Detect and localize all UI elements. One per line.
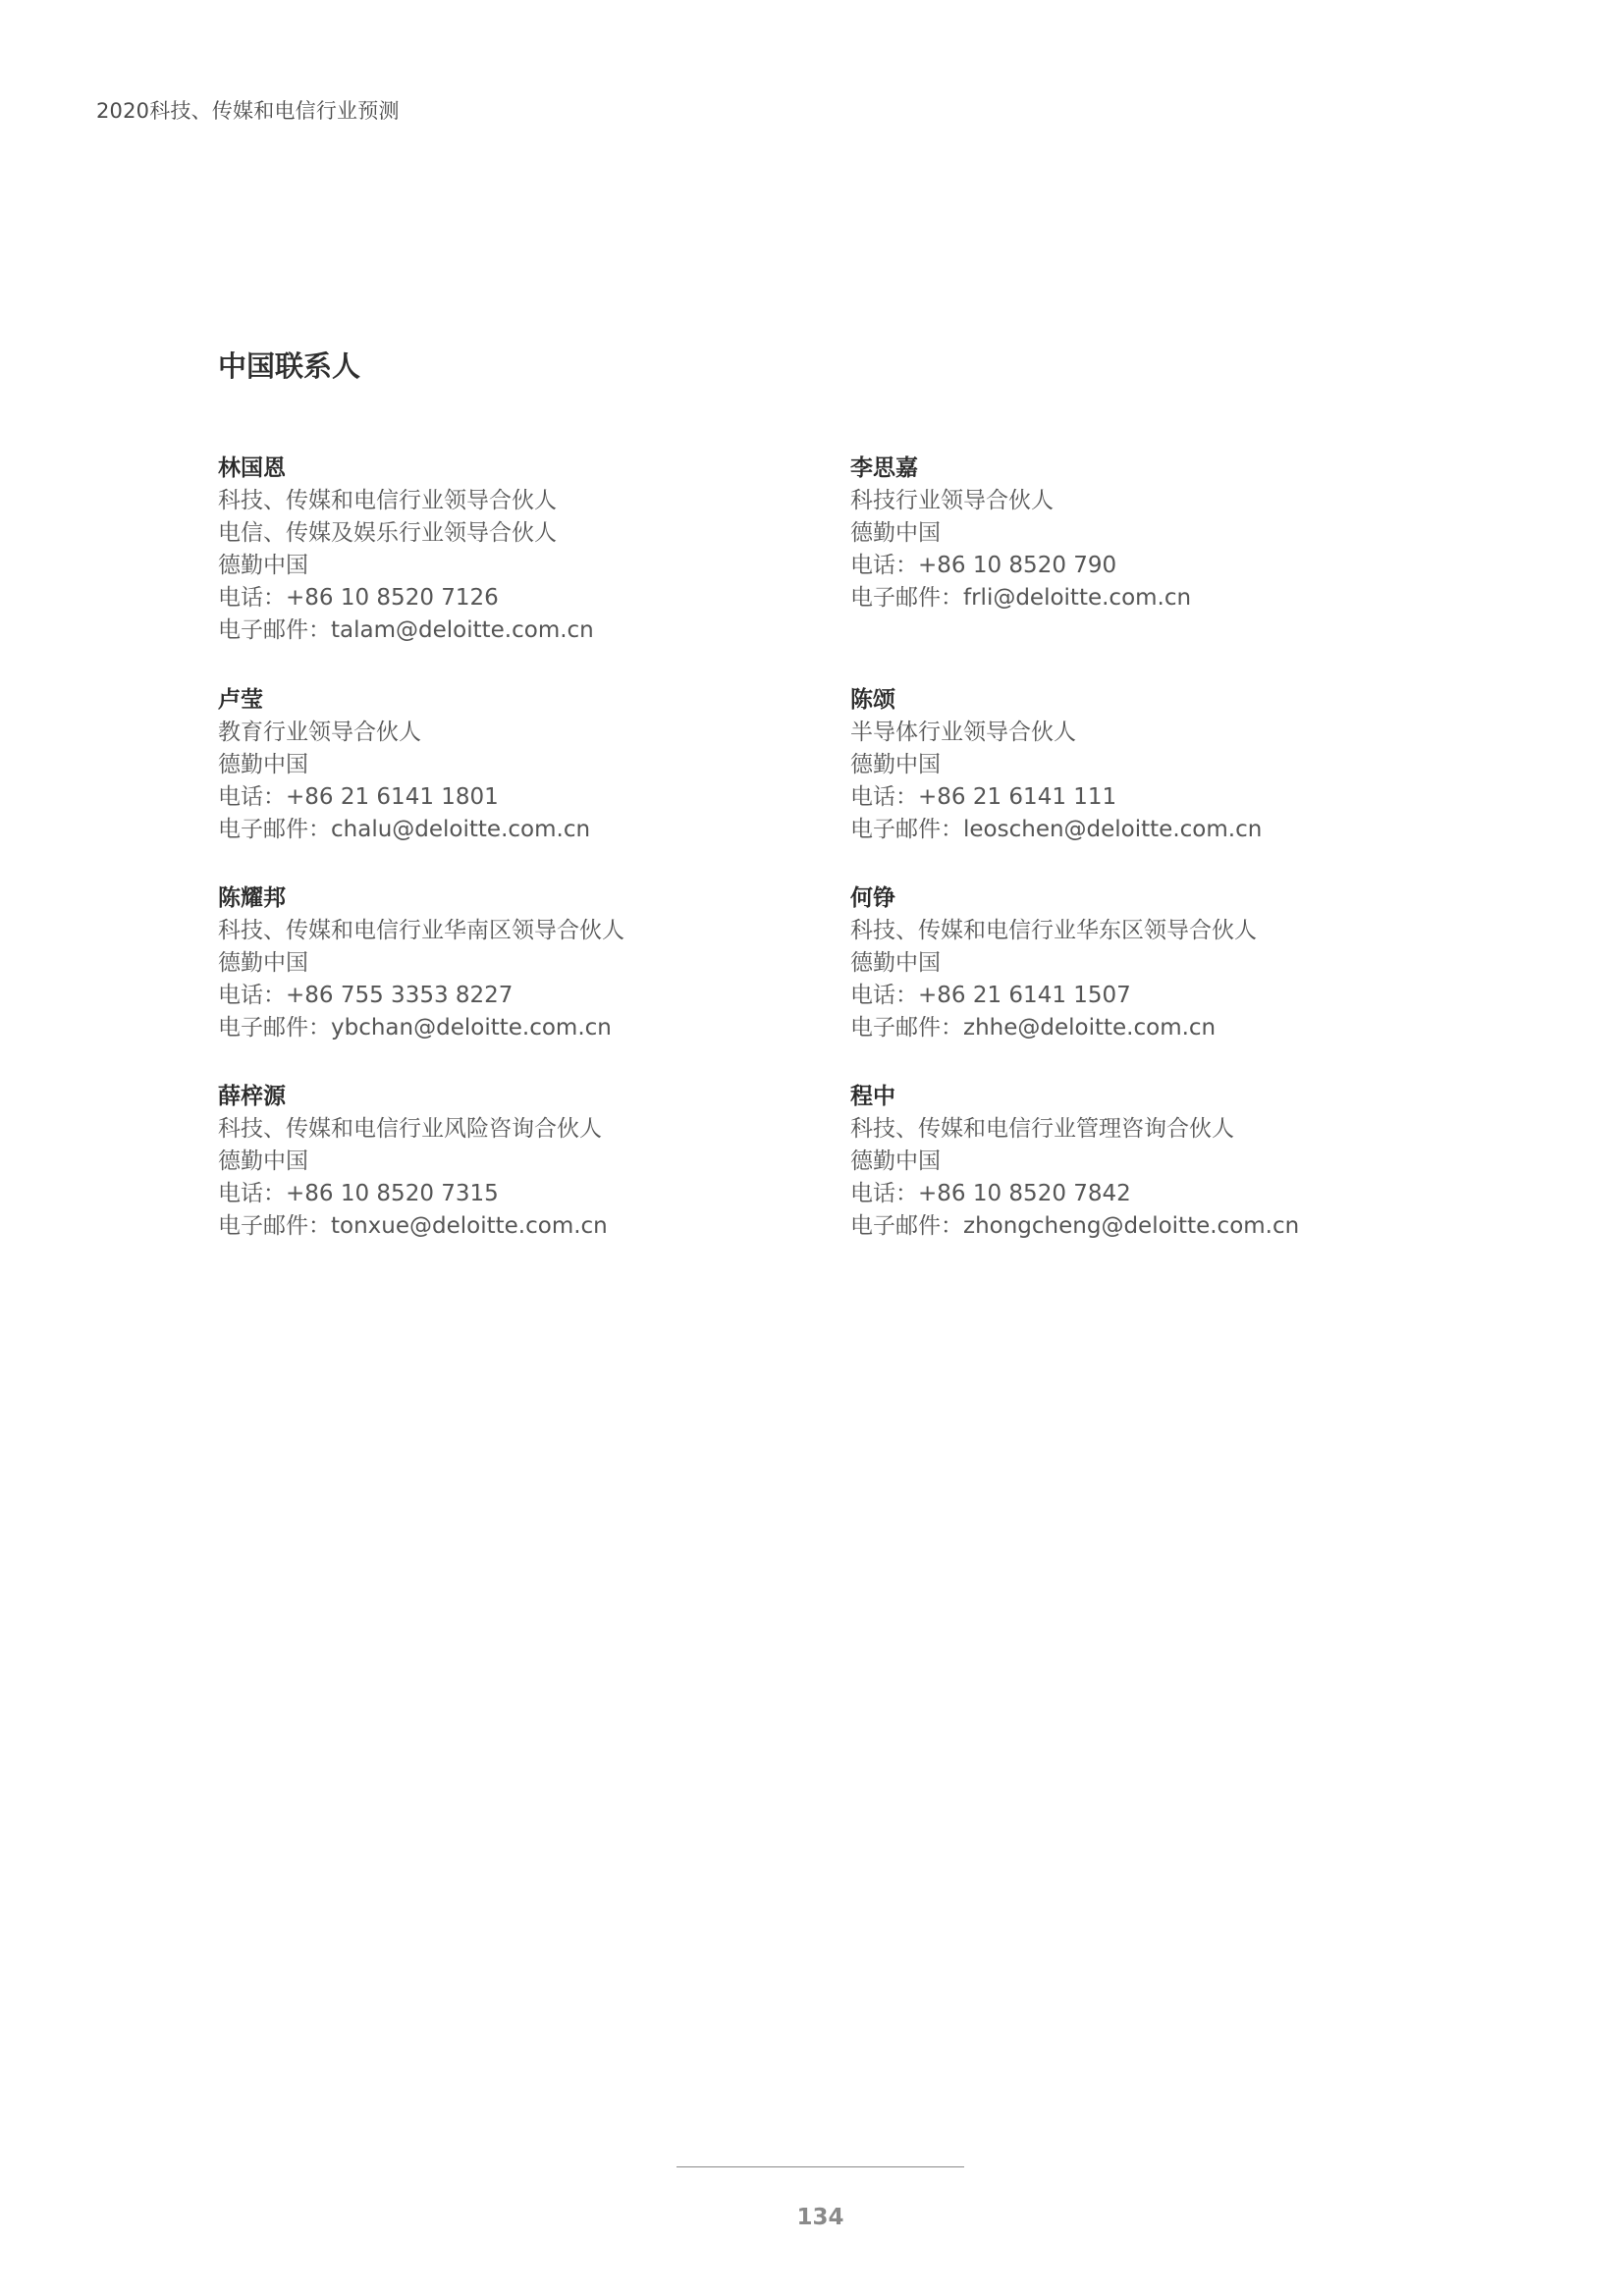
contact-card [218,453,827,647]
contact-email[interactable]: 电子邮件：ybchan@deloitte.com.cn [218,1015,612,1041]
contact-email[interactable]: 电子邮件：zhongcheng@deloitte.com.cn [850,1213,1300,1239]
contact-company: 德勤中国 [850,752,941,777]
contact-role: 科技行业领导合伙人 [850,488,1054,513]
contact-phone: 电话：+86 21 6141 1507 [850,983,1131,1008]
contact-role: 科技、传媒和电信行业华南区领导合伙人 [218,918,624,943]
contact-card [850,453,1459,614]
contact-role: 电信、传媒及娱乐行业领导合伙人 [218,520,557,546]
contact-email[interactable]: 电子邮件：zhhe@deloitte.com.cn [850,1015,1217,1041]
page-number: 134 [796,2205,844,2230]
contact-name: 林国恩 [218,455,286,481]
contact-company: 德勤中国 [218,1148,308,1174]
contact-role: 教育行业领导合伙人 [218,720,421,745]
contact-card [218,1081,827,1243]
running-header: 2020科技、传媒和电信行业预测 [96,99,400,123]
contact-email[interactable]: 电子邮件：tonxue@deloitte.com.cn [218,1213,608,1239]
contact-email[interactable]: 电子邮件：chalu@deloitte.com.cn [218,817,591,842]
contact-role: 科技、传媒和电信行业领导合伙人 [218,488,557,513]
contact-company: 德勤中国 [850,950,941,976]
contact-email[interactable]: 电子邮件：talam@deloitte.com.cn [218,617,594,643]
contact-name: 薛梓源 [218,1084,286,1109]
contact-phone: 电话：+86 10 8520 7126 [218,585,499,611]
contact-phone: 电话：+86 21 6141 111 [850,784,1117,810]
contact-role: 科技、传媒和电信行业管理咨询合伙人 [850,1116,1234,1142]
contact-card [850,684,1459,846]
contact-company: 德勤中国 [850,520,941,546]
contact-card [850,882,1459,1044]
contact-phone: 电话：+86 10 8520 7315 [218,1181,499,1206]
contact-company: 德勤中国 [218,950,308,976]
contact-name: 卢莹 [218,687,263,713]
section-title: 中国联系人 [218,349,361,383]
contact-name: 何铮 [850,885,895,911]
contact-email[interactable]: 电子邮件：frli@deloitte.com.cn [850,585,1192,611]
contact-card [218,882,827,1044]
contact-role: 半导体行业领导合伙人 [850,720,1076,745]
contact-role: 科技、传媒和电信行业华东区领导合伙人 [850,918,1257,943]
contact-company: 德勤中国 [850,1148,941,1174]
contact-name: 陈颂 [850,687,895,713]
contact-email[interactable]: 电子邮件：leoschen@deloitte.com.cn [850,817,1263,842]
contact-role: 科技、传媒和电信行业风险咨询合伙人 [218,1116,602,1142]
contact-name: 程中 [850,1084,895,1109]
contact-phone: 电话：+86 755 3353 8227 [218,983,514,1008]
contact-company: 德勤中国 [218,752,308,777]
contact-name: 陈耀邦 [218,885,286,911]
contact-name: 李思嘉 [850,455,918,481]
contact-card [218,684,827,846]
contact-card [850,1081,1459,1243]
footer-divider [677,2166,964,2167]
contact-phone: 电话：+86 10 8520 7842 [850,1181,1131,1206]
contact-phone: 电话：+86 21 6141 1801 [218,784,499,810]
contact-company: 德勤中国 [218,553,308,578]
contact-phone: 电话：+86 10 8520 790 [850,553,1117,578]
